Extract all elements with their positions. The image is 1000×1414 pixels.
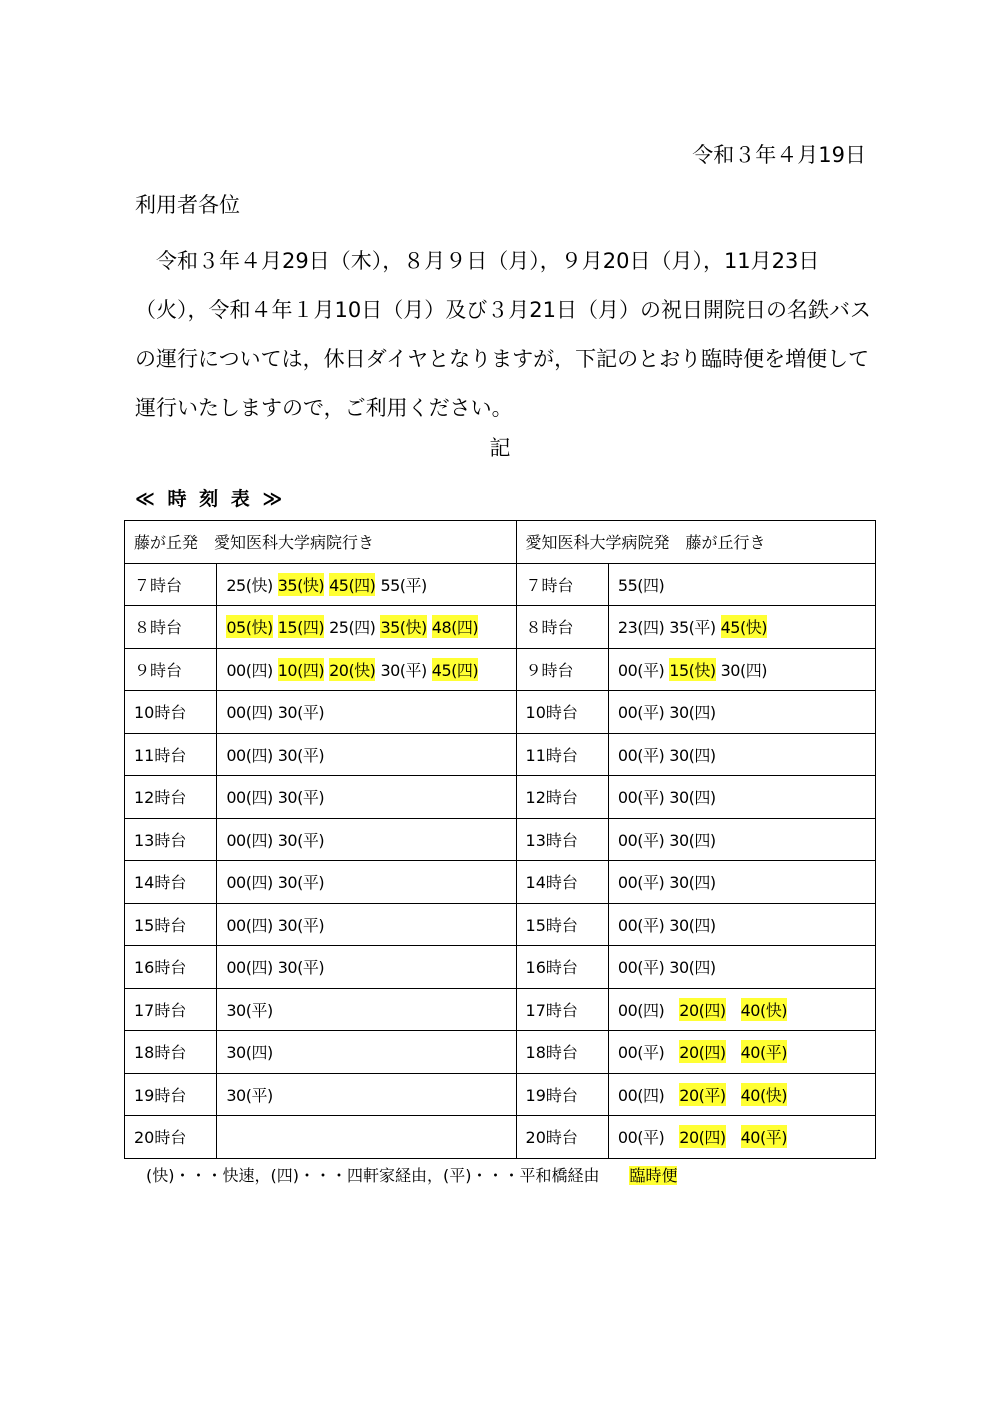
table-row — [125, 733, 876, 776]
outbound-times-cell — [217, 1031, 516, 1074]
departure: 30(平) — [277, 915, 325, 935]
hour-cell: 19時台 — [516, 1073, 608, 1116]
outbound-times-cell — [217, 563, 516, 606]
inbound-header: 愛知医科大学病院発 藤が丘行き — [516, 521, 875, 564]
inbound-times-cell — [608, 903, 875, 946]
addressee: 利用者各位 — [135, 193, 240, 217]
hour-cell: ８時台 — [125, 606, 217, 649]
outbound-times-cell — [217, 988, 516, 1031]
table-row — [125, 903, 876, 946]
extra-departure: 35(快) — [278, 573, 324, 596]
departure: 30(四) — [669, 958, 716, 978]
outbound-times-cell — [217, 733, 516, 776]
hour-cell: 15時台 — [125, 903, 217, 946]
hour-cell: ９時台 — [516, 648, 608, 691]
legend-extra-label: 臨時便 — [629, 1166, 678, 1185]
hour-cell: ８時台 — [516, 606, 608, 649]
table-row — [125, 988, 876, 1031]
inbound-times-cell — [608, 606, 875, 649]
extra-departure: 20(平) — [679, 1083, 725, 1106]
hour-cell: 14時台 — [125, 861, 217, 904]
table-row — [125, 691, 876, 734]
outbound-times-cell — [217, 1116, 516, 1159]
table-row — [125, 776, 876, 819]
table-row — [125, 1116, 876, 1159]
extra-departure: 20(四) — [679, 998, 725, 1021]
departure: 00(平) — [617, 958, 665, 978]
departure: 00(四) — [226, 788, 273, 808]
table-row — [125, 1073, 876, 1116]
hour-cell: 11時台 — [516, 733, 608, 776]
outbound-times-cell — [217, 648, 516, 691]
table-row — [125, 946, 876, 989]
hour-cell: 14時台 — [516, 861, 608, 904]
hour-cell: 16時台 — [125, 946, 217, 989]
departure: 30(四) — [226, 1043, 273, 1063]
outbound-header: 藤が丘発 愛知医科大学病院行き — [125, 521, 517, 564]
outbound-times-cell — [217, 861, 516, 904]
departure: 00(四) — [226, 873, 273, 893]
departure: 30(平) — [277, 873, 325, 893]
extra-departure: 40(平) — [741, 1125, 787, 1148]
extra-departure: 15(快) — [669, 658, 715, 681]
extra-departure: 35(快) — [380, 615, 426, 638]
outbound-times-cell — [217, 903, 516, 946]
departure: 30(四) — [669, 873, 716, 893]
hour-cell: ７時台 — [516, 563, 608, 606]
departure: 35(平) — [669, 618, 716, 638]
inbound-times-cell — [608, 988, 875, 1031]
ki-heading: 記 — [489, 436, 511, 460]
departure: 00(四) — [226, 915, 273, 935]
departure: 30(四) — [720, 660, 767, 680]
outbound-times-cell — [217, 818, 516, 861]
extra-departure: 45(四) — [432, 658, 478, 681]
departure: 30(四) — [669, 745, 716, 765]
outbound-times-cell — [217, 606, 516, 649]
hour-cell: 11時台 — [125, 733, 217, 776]
hour-cell: 20時台 — [516, 1116, 608, 1159]
inbound-times-cell — [608, 648, 875, 691]
document-date: 令和３年４月19日 — [692, 143, 866, 167]
departure: 00(平) — [617, 703, 665, 723]
extra-departure: 48(四) — [432, 615, 478, 638]
departure: 00(四) — [226, 745, 273, 765]
departure: 00(四) — [226, 660, 273, 680]
table-row — [125, 818, 876, 861]
table-row — [125, 861, 876, 904]
departure: 30(四) — [669, 830, 716, 850]
departure: 30(平) — [277, 703, 325, 723]
hour-cell: 10時台 — [125, 691, 217, 734]
hour-cell: 18時台 — [125, 1031, 217, 1074]
table-row — [125, 563, 876, 606]
hour-cell: 13時台 — [125, 818, 217, 861]
table-row — [125, 1031, 876, 1074]
timetable-header-row — [125, 521, 876, 564]
hour-cell: 13時台 — [516, 818, 608, 861]
extra-departure: 20(四) — [679, 1125, 725, 1148]
departure: 30(平) — [277, 958, 325, 978]
departure: 25(四) — [329, 618, 376, 638]
departure: 30(平) — [277, 830, 325, 850]
hour-cell: 17時台 — [516, 988, 608, 1031]
departure: 30(平) — [277, 788, 325, 808]
extra-departure: 45(快) — [721, 615, 767, 638]
departure: 00(平) — [617, 788, 665, 808]
inbound-times-cell — [608, 946, 875, 989]
hour-cell: 15時台 — [516, 903, 608, 946]
extra-departure: 40(平) — [741, 1040, 787, 1063]
departure: 30(四) — [669, 788, 716, 808]
departure: 30(平) — [277, 745, 325, 765]
departure: 00(平) — [617, 915, 665, 935]
hour-cell: 17時台 — [125, 988, 217, 1031]
inbound-times-cell — [608, 861, 875, 904]
table-row — [125, 606, 876, 649]
departure: 00(平) — [617, 830, 665, 850]
hour-cell: 20時台 — [125, 1116, 217, 1159]
inbound-times-cell — [608, 1073, 875, 1116]
outbound-times-cell — [217, 776, 516, 819]
timetable — [124, 520, 876, 1159]
hour-cell: ９時台 — [125, 648, 217, 691]
inbound-times-cell — [608, 733, 875, 776]
inbound-times-cell — [608, 691, 875, 734]
hour-cell: 10時台 — [516, 691, 608, 734]
outbound-times-cell — [217, 946, 516, 989]
departure: 00(四) — [226, 703, 273, 723]
departure: 55(平) — [380, 575, 427, 595]
departure: 30(平) — [380, 660, 427, 680]
departure: 00(四) — [226, 830, 273, 850]
hour-cell: 19時台 — [125, 1073, 217, 1116]
extra-departure: 10(四) — [278, 658, 324, 681]
inbound-times-cell — [608, 563, 875, 606]
extra-departure: 40(快) — [741, 998, 787, 1021]
timetable-title: ≪ 時 刻 表 ≫ — [135, 488, 286, 510]
departure: 00(平) — [617, 1128, 665, 1148]
extra-departure: 05(快) — [226, 615, 272, 638]
hour-cell: ７時台 — [125, 563, 217, 606]
extra-departure: 15(四) — [278, 615, 324, 638]
extra-departure: 45(四) — [329, 573, 375, 596]
inbound-times-cell — [608, 1116, 875, 1159]
table-row — [125, 648, 876, 691]
departure: 00(平) — [617, 660, 665, 680]
departure: 30(四) — [669, 703, 716, 723]
outbound-times-cell — [217, 691, 516, 734]
departure: 00(平) — [617, 1043, 665, 1063]
departure: 00(平) — [617, 873, 665, 893]
notice-body: 令和３年４月29日（木），８月９日（月），９月20日（月），11月23日（火），令和４年１月10日（月）及び３月21日（月）の祝日開院日の名鉄バスの運行については，休日ダイヤとなりますが，下記のとおり臨時便を増便して運行いたしますので，ご利用ください。 — [135, 249, 871, 420]
hour-cell: 16時台 — [516, 946, 608, 989]
departure: 00(四) — [226, 958, 273, 978]
departure: 23(四) — [617, 618, 665, 638]
departure: 00(平) — [617, 745, 665, 765]
departure: 30(平) — [226, 1085, 273, 1105]
extra-departure: 20(四) — [679, 1040, 725, 1063]
extra-departure: 20(快) — [329, 658, 375, 681]
departure: 00(四) — [617, 1000, 665, 1020]
hour-cell: 18時台 — [516, 1031, 608, 1074]
departure: 00(四) — [617, 1085, 665, 1105]
inbound-times-cell — [608, 818, 875, 861]
departure: 55(四) — [617, 575, 665, 595]
hour-cell: 12時台 — [125, 776, 217, 819]
legend — [146, 1163, 677, 1186]
inbound-times-cell — [608, 776, 875, 819]
inbound-times-cell — [608, 1031, 875, 1074]
outbound-times-cell — [217, 1073, 516, 1116]
departure: 30(四) — [669, 915, 716, 935]
departure: 25(快) — [226, 575, 273, 595]
extra-departure: 40(快) — [741, 1083, 787, 1106]
departure: 30(平) — [226, 1000, 273, 1020]
legend-text: (快)・・・快速，(四)・・・四軒家経由，(平)・・・平和橋経由 — [146, 1166, 600, 1185]
hour-cell: 12時台 — [516, 776, 608, 819]
